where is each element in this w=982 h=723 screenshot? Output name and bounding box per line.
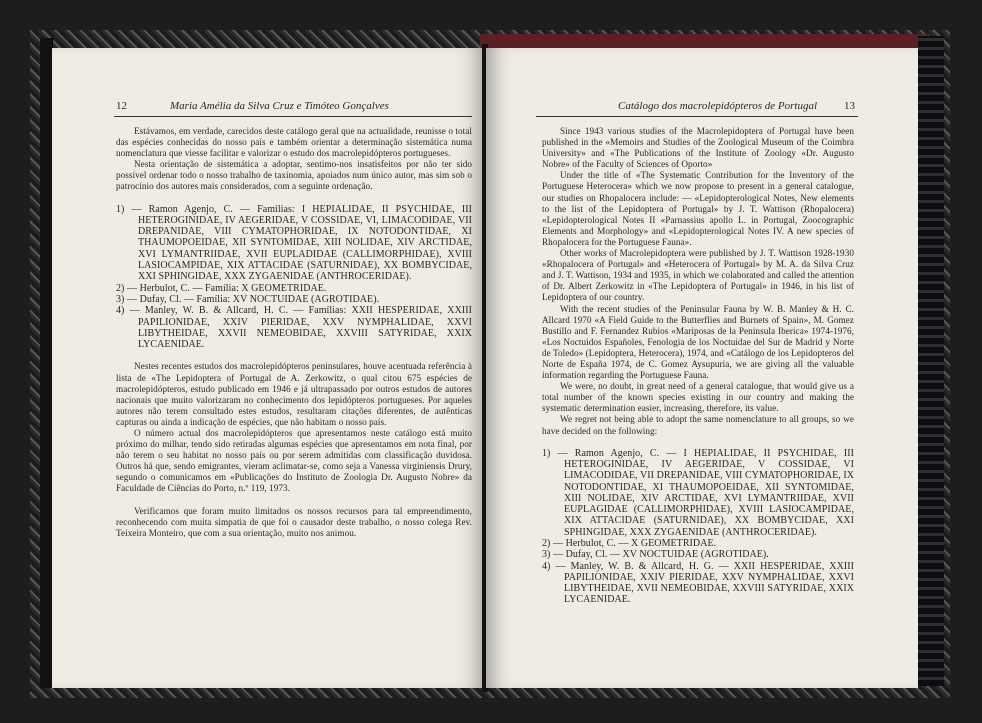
right-page bbox=[486, 48, 918, 688]
running-head: Catálogo dos macrolepidópteros de Portugal bbox=[618, 100, 818, 112]
list-item: 4) — Manley, W. B. & Allcard, H. C. — Famílias: XXII HESPERIDAE, XXIII PAPILIONIDAE, XXIV PIERIDAE, XXV NYMPHALIDAE, XXVI LIBYTHEIDAE, XXVII NEMEOBIDAE, XXVIII SATYRIDAE, XXIX LYCAENIDAE. bbox=[116, 305, 472, 351]
paragraph: O número actual dos macrolepidópteros que apresentamos neste catálogo está muito próximo do milhar, tendo sido retiradas algumas espécies que apresentamos em nota final, por não terem o seu habitat no nosso país ou por serem admitidas com classificação duvidosa. Outros há que, sendo emigrantes, vieram aclimatar-se, como seja a Vanessa virginiensis Drury, segundo o comunicamos em «Publicações do Instituto de Zoologia Dr. Augusto Nobre» da Faculdade de Ciências do Porto, n.º 119, 1973. bbox=[116, 427, 472, 494]
paragraph: Estávamos, em verdade, carecidos deste catálogo geral que na actualidade, reunisse o total das espécies conhecidas do nosso país e também orientar a determinação sistemática numa nomenclatura que viesse facilitar e valorizar o estudo dos macrolepidópteros portugueses. bbox=[116, 126, 472, 159]
head-rule bbox=[114, 116, 472, 117]
book-right-edge bbox=[918, 36, 944, 686]
paragraph: We regret not being able to adopt the same nomenclature to all groups, so we have decided on the following: bbox=[542, 414, 854, 436]
page-number: 12 bbox=[116, 100, 127, 112]
list-item: 3) — Dufay, Cl. — XV NOCTUIDAE (AGROTIDAE). bbox=[542, 549, 769, 561]
paragraph: With the recent studies of the Peninsular Fauna by W. B. Manley & H. C. Allcard 1970 «A Field Guide to the Butterflies and Burnets of Spain», M. Gomez Bustillo and F. Fernandez Rubios «Mariposas de la Peninsula Iberica» 1974-1976, «Los Noctuidos Españoles, Fenologia de los Noctuidae del Sur de Madrid y Norte de Toledo» (Lepidoptera, Heterocera), 1974, and «Catálogo de los Lepidopteros del Norte de España 1974, de C. Gomez Aysupuria, we are giving all the valuable information regarding the Portuguese Fauna. bbox=[542, 303, 854, 381]
list-item: 1) — Ramon Agenjo, C. — I HEPIALIDAE, II PSYCHIDAE, III HETEROGINIDAE, IV AEGERIDAE, V COSSIDAE, VI LIMACODIDAE, VII DREPANIDAE, VIII CYMATOPHORIDAE, IX NOTODONTIDAE, XI THAUMOPOEIDAE, XII SYNTOMIDAE, XIII NOLIDAE, XIV ARCTIDAE, XVI LYMANTRIIDAE, XVII EUPLAGIDAE (CALLIMORPHIDAE), XVIII LASIOCAMPIDAE, XIX ATTACIDAE (SATURNIDAE), XX BOMBYCIDAE, XXI SPHINGIDAE, XXX ZYGAENIDAE (ANTHROCERIDAE). bbox=[542, 447, 855, 538]
running-head: Maria Amélia da Silva Cruz e Timóteo Gonçalves bbox=[170, 100, 389, 112]
list-item: 3) — Dufay, Cl. — Família: XV NOCTUIDAE (AGROTIDAE). bbox=[116, 293, 380, 305]
list-item: 2) — Herbulot, C. — X GEOMETRIDAE. bbox=[542, 538, 717, 549]
family-list bbox=[542, 448, 854, 606]
left-body-text bbox=[116, 126, 472, 539]
head-rule bbox=[536, 116, 858, 117]
family-list bbox=[116, 204, 472, 351]
list-item: 2) — Herbulot, C. — Família: X GEOMETRIDAE. bbox=[116, 282, 327, 294]
paragraph: Nestes recentes estudos dos macrolepidópteros peninsulares, houve acentuada referência à lista de «The Lepidoptera of Portugal de A. Zerkowitz, o qual citou 675 espécies de macrolepidópteros, estudo publicado em 1946 e já ultrapassado por outros estudos de autores nacionais que muito valorizaram no conhecimento dos lepidópteros portugueses. Por aqueles autores não terem consultado estes estudos, resultaram citações diferentes, de autênticas capturas ou ainda a indicação de espécies, que não habitam o nosso país. bbox=[116, 361, 472, 427]
left-page bbox=[52, 48, 484, 688]
paragraph: We were, no doubt, in great need of a general catalogue, that would give us a total number of the known species existing in our country and making the systematic determination easier, increasing, therefore, its value. bbox=[542, 381, 854, 414]
paragraph: Other works of Macrolepidoptera were published by J. T. Wattison 1928-1930 «Rhopalocera of Portugal» and «Heterocera of Portugal» by M. A. da Silva Cruz and J. T. Wattison, 1934 and 1935, in which we colaborated and called the attention of Dr. Albert Zerkowitz in «The Lepidoptera of Portugal» in 1946, in his list of Lepidoptera of our country. bbox=[542, 248, 854, 303]
list-item: 4) — Manley, W. B. & Allcard, H. G. — XXII HESPERIDAE, XXIII PAPILIONIDAE, XXIV PIERIDAE, XXV NYMPHALIDAE, XXVI LIBYTHEIDAE, XVII NEMEOBIDAE, XXVIII SATYRIDAE, XXIX LYCAENIDAE. bbox=[542, 560, 854, 606]
right-body-text bbox=[542, 126, 854, 606]
paragraph: Since 1943 various studies of the Macrolepidoptera of Portugal have been published in the «Memoirs and Studies of the Zoological Museum of the Coimbra University» and «The Publications of the Institute of Zoology «Dr. Augusto Nobre» of the Faculty of Sciences of Oporto» bbox=[542, 126, 854, 170]
page-number: 13 bbox=[844, 100, 855, 112]
paragraph: Verificamos que foram muito limitados os nossos recursos para tal empreendimento, reconhecendo com muita simpatia de que foi o causador deste trabalho, o nosso colega Rev. Teixeira Monteiro, que com a sua orientação, muito nos animou. bbox=[116, 505, 472, 538]
list-item: 1) — Ramon Agenjo, C. — Famílias: I HEPIALIDAE, II PSYCHIDAE, III HETEROGINIDAE, IV AEGERIDAE, V COSSIDAE, VI, LIMACODIDAE, VII DREPANIDAE, VIII CYMATOPHORIDAE, IX NOTODONTIDAE, XI THAUMOPOEIDAE, XII SYNTOMIDAE, XIII NOLIDAE, XIV ARCTIDAE, XVI LYMANTRIIDAE, XVII EUPLADIDAE (CALLIMORPHIDAE), XVIII LASIOCAMPIDAE, XIX ATTACIDAE (SATURNIDAE), XX BOMBYCIDAE, XXI SPHINGIDAE, XXX ZYGAENIDAE (ANTHROCERIDAE). bbox=[116, 203, 472, 283]
paragraph: Nesta orientação de sistemática a adoptar, sentimo-nos insatisfeitos por não ter sido possível ordenar todo o nosso trabalho de taxinomia, apoiados num único autor, mas sim sob o patrocínio dos autores mais considerados, com a seguinte ordenação. bbox=[116, 159, 472, 192]
paragraph: Under the title of «The Systematic Contribution for the Inventory of the Portuguese Heterocera» which we now propose to present in a general catalogue, our studies on Rhopalocera include: — «Lepidopterological Notes, New elements to the list of the Lepidoptera of Portugal» by J. T. Wattison (Rhopalocera) «Lepidopterological Notes II «Parnassius apollo L. in Portugal, Zoocographic Elements and Morphology» and «Lepidopterological Notes IV. A new species of Rhopalocera for the Portuguese Fauna». bbox=[542, 170, 854, 247]
